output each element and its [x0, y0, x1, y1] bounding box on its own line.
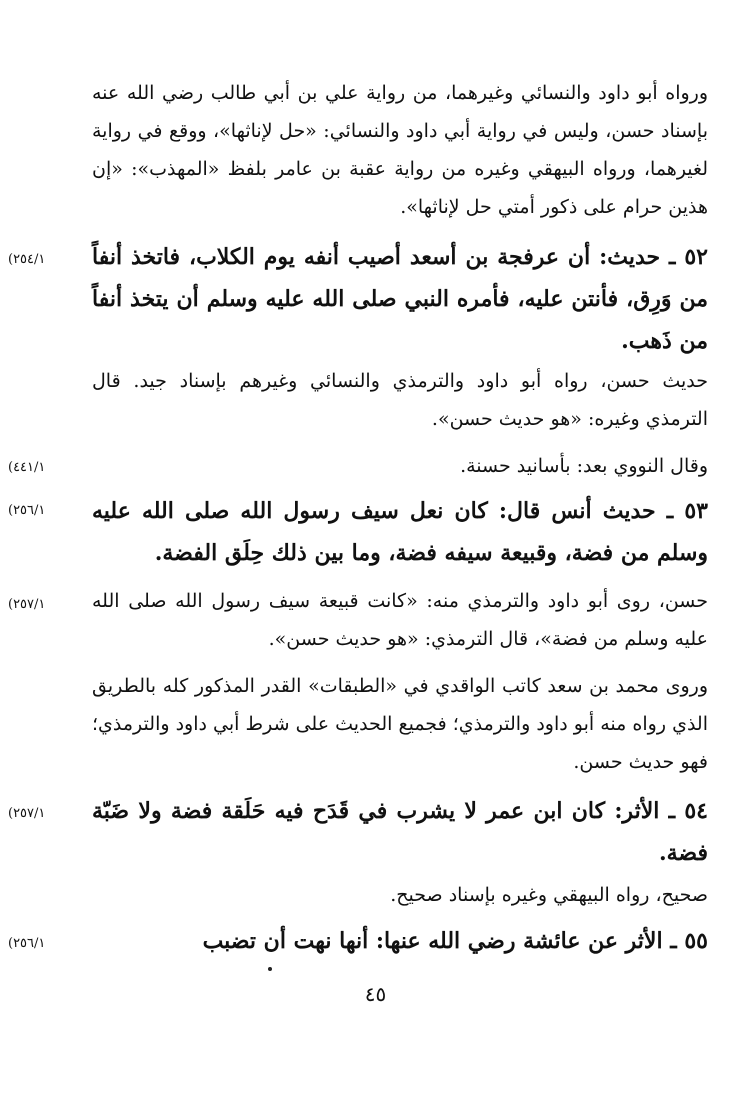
paragraph-52-grading: حديث حسن، رواه أبو داود والترمذي والنسائي وغيرهم بإسناد جيد. قال الترمذي وغيره: «هو حديث حسن». — [92, 370, 708, 430]
paragraph-intro: ورواه أبو داود والنسائي وغيرهما، من رواية علي بن أبي طالب رضي الله عنه بإسناد حسن، وليس في رواية أبي داود والنسائي: «حل لإناثها»، ووقع في رواية لغيرهما، ورواه البيهقي وغيره من رواية عقبة بن عامر بلفظ «المهذب»: «إن هذين حرام على ذكور أمتي حل لإناثها». — [92, 82, 708, 218]
athar-55: ٥٥ ـ الأثر عن عائشة رضي الله عنها: أنها نهت أن تضبب — [202, 928, 708, 954]
margin-ref-53-grading: (٢٥٧/١ — [8, 597, 46, 612]
paragraph-ibn-saad: وروى محمد بن سعد كاتب الواقدي في «الطبقات» القدر المذكور كله بالطريق الذي رواه منه أبو داود والترمذي؛ فجميع الحديث على شرط أبي داود والترمذي؛ فهو حديث حسن. — [92, 675, 708, 773]
hadith-52: ٥٢ ـ حديث: أن عرفجة بن أسعد أصيب أنفه يوم الكلاب، فاتخذ أنفاً من وَرِق، فأنتن عليه، فأمره النبي صلى الله عليه وسلم أن يتخذ أنفاً من ذَهب. — [92, 244, 708, 354]
margin-ref-nawawi: (٤٤١/١ — [8, 460, 46, 475]
margin-ref-53: (٢٥٦/١ — [8, 503, 46, 518]
hadith-53: ٥٣ ـ حديث أنس قال: كان نعل سيف رسول الله صلى الله عليه وسلم من فضة، وقبيعة سيفه فضة، وما بين ذلك حِلَق الفضة. — [92, 498, 708, 566]
ink-dot — [268, 967, 272, 971]
paragraph-nawawi: وقال النووي بعد: بأسانيد حسنة. — [460, 455, 708, 477]
margin-ref-55: (٢٥٦/١ — [8, 936, 46, 951]
margin-ref-52: (٢٥٤/١ — [8, 252, 46, 267]
paragraph-53-grading: حسن، روى أبو داود والترمذي منه: «كانت قبيعة سيف رسول الله صلى الله عليه وسلم من فضة»، قال الترمذي: «هو حديث حسن». — [92, 590, 708, 650]
page-number: ٤٥ — [364, 982, 387, 1006]
paragraph-54-grading: صحيح، رواه البيهقي وغيره بإسناد صحيح. — [390, 884, 708, 906]
athar-54: ٥٤ ـ الأثر: كان ابن عمر لا يشرب في قَدَح فيه حَلَقة فضة ولا ضَبّة فضة. — [92, 798, 708, 866]
margin-ref-54: (٢٥٧/١ — [8, 806, 46, 821]
